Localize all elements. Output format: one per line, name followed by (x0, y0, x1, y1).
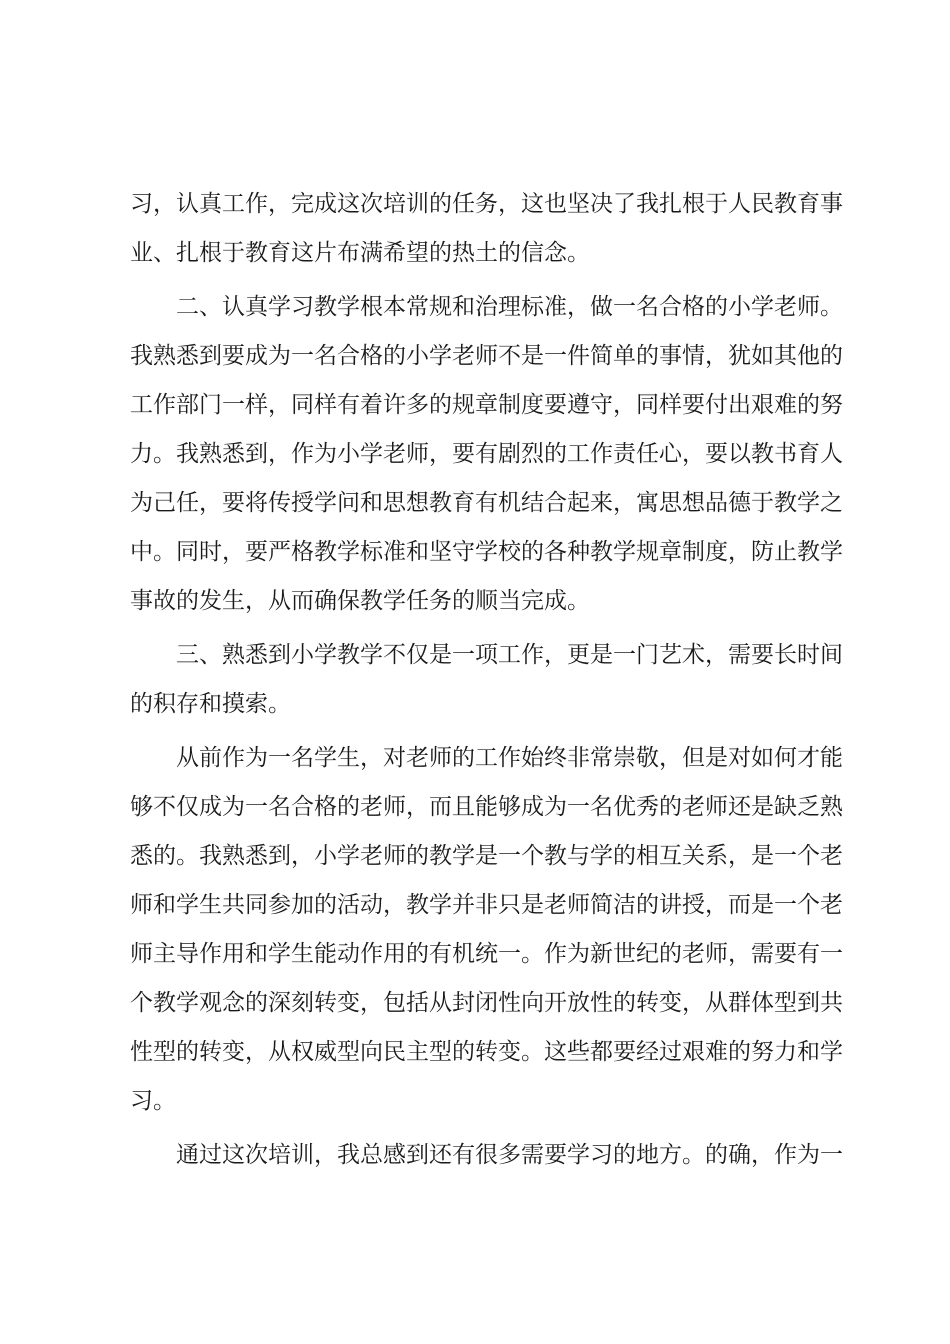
paragraph-first-line: 通过这次培训，我总感到还有很多需要学习的地方。的确，作为一 (176, 1142, 843, 1168)
text-line: 性型的转变，从权威型向民主型的转变。这些都要经过艰难的努力和学 (130, 1039, 843, 1065)
paragraph-heading: 二、认真学习教学根本常规和治理标准，做一名合格的小学老师。 (176, 294, 843, 320)
text-line: 的积存和摸索。 (130, 691, 291, 717)
paragraph-first-line: 从前作为一名学生，对老师的工作始终非常崇敬，但是对如何才能 (176, 745, 843, 771)
text-line: 习，认真工作，完成这次培训的任务，这也坚决了我扎根于人民教育事 (130, 191, 843, 217)
text-line: 我熟悉到要成为一名合格的小学老师不是一件简单的事情，犹如其他的 (130, 343, 843, 369)
text-line: 悉的。我熟悉到，小学老师的教学是一个教与学的相互关系，是一个老 (130, 843, 843, 869)
text-line: 力。我熟悉到，作为小学老师，要有剧烈的工作责任心，要以教书育人 (130, 441, 843, 467)
text-line: 事故的发生，从而确保教学任务的顺当完成。 (130, 588, 590, 614)
text-line: 中。同时，要严格教学标准和坚守学校的各种教学规章制度，防止教学 (130, 539, 843, 565)
text-line: 习。 (130, 1088, 176, 1114)
text-line: 为己任，要将传授学问和思想教育有机结合起来，寓思想品德于教学之 (130, 490, 843, 516)
paragraph-heading: 三、熟悉到小学教学不仅是一项工作，更是一门艺术，需要长时间 (176, 642, 843, 668)
text-line: 师和学生共同参加的活动，教学并非只是老师简洁的讲授，而是一个老 (130, 892, 843, 918)
text-line: 业、扎根于教育这片布满希望的热土的信念。 (130, 240, 590, 266)
text-line: 个教学观念的深刻转变，包括从封闭性向开放性的转变，从群体型到共 (130, 990, 843, 1016)
text-line: 工作部门一样，同样有着许多的规章制度要遵守，同样要付出艰难的努 (130, 392, 843, 418)
text-line: 够不仅成为一名合格的老师，而且能够成为一名优秀的老师还是缺乏熟 (130, 794, 843, 820)
text-line: 师主导作用和学生能动作用的有机统一。作为新世纪的老师，需要有一 (130, 941, 843, 967)
